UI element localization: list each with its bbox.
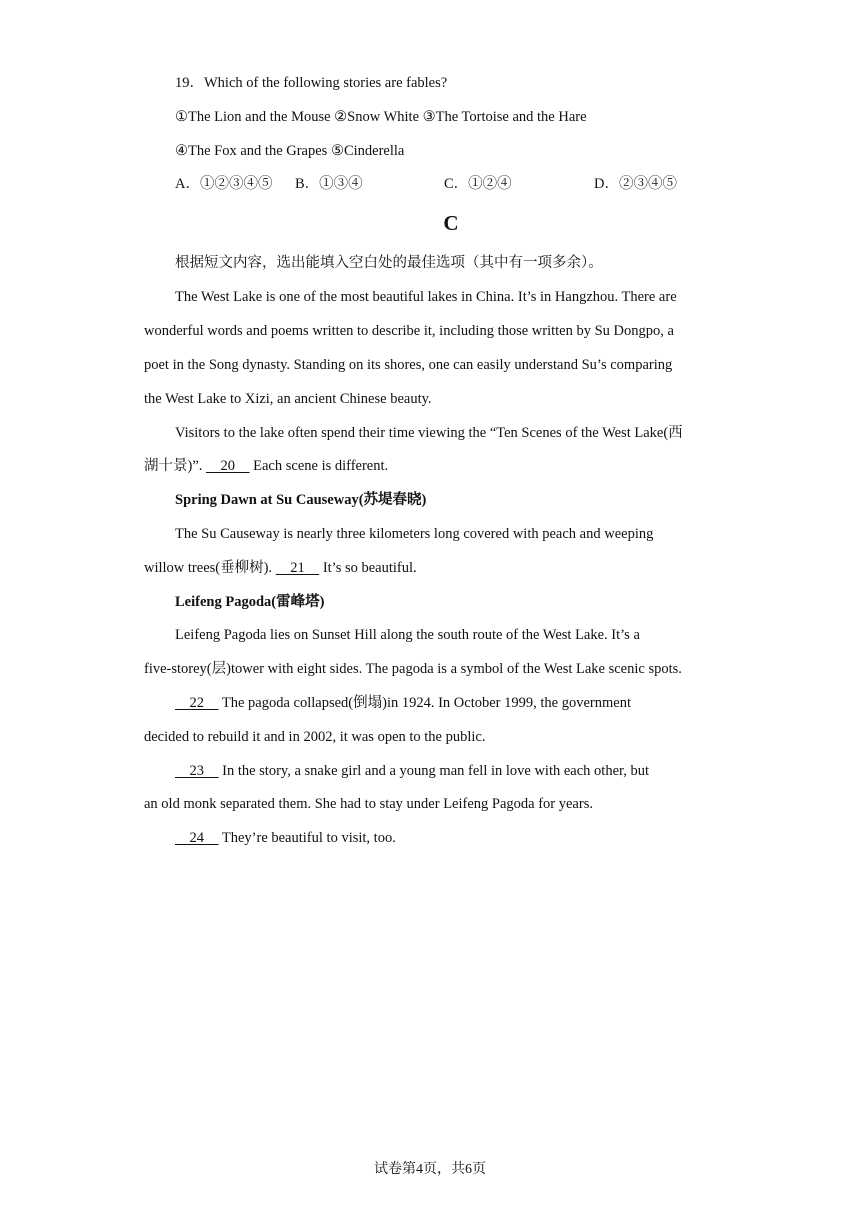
option-a[interactable]: A．①②③④⑤ (175, 176, 273, 192)
question-19-stories-line-1: ①The Lion and the Mouse ②Snow White ③The Tortoise and the Hare (175, 109, 587, 125)
paragraph-3-line-1: The Su Causeway is nearly three kilometers long covered with peach and weeping (175, 526, 654, 542)
blank-24[interactable]: 24 (175, 830, 219, 846)
heading-leifeng-pagoda: Leifeng Pagoda(雷峰塔) (175, 594, 325, 610)
paragraph-1-line-2: wonderful words and poems written to describe it, including those written by Su Dongpo, a (144, 323, 674, 339)
section-c-instruction: 根据短文内容，选出能填入空白处的最佳选项（其中有一项多余）。 (175, 255, 603, 271)
paragraph-2-text-after-blank: Each scene is different. (249, 458, 389, 474)
blank-22[interactable]: 22 (175, 695, 219, 711)
paragraph-1-line-3: poet in the Song dynasty. Standing on its shores, one can easily understand Su’s comparing (144, 357, 673, 373)
paragraph-1-line-4: the West Lake to Xizi, an ancient Chinese beauty. (144, 391, 432, 407)
option-b[interactable]: B．①③④ (295, 176, 363, 192)
paragraph-4-line-1: Leifeng Pagoda lies on Sunset Hill along the south route of the West Lake. It’s a (175, 627, 640, 643)
question-19-stories-line-2: ④The Fox and the Grapes ⑤Cinderella (175, 143, 405, 159)
paragraph-3-text-after-blank: It’s so beautiful. (319, 560, 417, 576)
paragraph-2-line-1: Visitors to the lake often spend their time viewing the “Ten Scenes of the West Lake(西 (175, 425, 683, 441)
question-19-stem: 19．Which of the following stories are fables? (175, 75, 448, 91)
paragraph-2-line-2 (144, 456, 388, 476)
paragraph-5-text-after-blank: The pagoda collapsed(倒塌)in 1924. In October 1999, the government (218, 695, 631, 711)
paragraph-3-line-2 (144, 558, 417, 578)
blank-20[interactable]: 20 (206, 458, 250, 474)
paragraph-5-line-2: decided to rebuild it and in 2002, it was open to the public. (144, 729, 486, 745)
heading-spring-dawn: Spring Dawn at Su Causeway(苏堤春晓) (175, 492, 427, 508)
paragraph-6-text-after-blank: In the story, a snake girl and a young man fell in love with each other, but (218, 763, 650, 779)
page-footer: 试卷第4页，共6页 (374, 1162, 486, 1177)
paragraph-4-line-2: five-storey(层)tower with eight sides. The pagoda is a symbol of the West Lake scenic spots. (144, 661, 682, 677)
blank-23[interactable]: 23 (175, 763, 219, 779)
option-c[interactable]: C．①②④ (444, 176, 512, 192)
paragraph-6-line-2: an old monk separated them. She had to stay under Leifeng Pagoda for years. (144, 796, 593, 812)
paragraph-3-text-before-blank: willow trees(垂柳树). (144, 560, 276, 576)
paragraph-6-line-1 (175, 761, 649, 781)
paragraph-5-line-1 (175, 693, 631, 713)
paragraph-1-line-1: The West Lake is one of the most beautiful lakes in China. It’s in Hangzhou. There are (175, 289, 677, 305)
blank-21[interactable]: 21 (275, 560, 320, 576)
option-d[interactable]: D．②③④⑤ (594, 176, 677, 192)
paragraph-2-text-before-blank: 湖十景)”. (144, 458, 207, 474)
paragraph-7-text-after-blank: They’re beautiful to visit, too. (218, 830, 396, 846)
paragraph-7-line-1 (175, 828, 396, 848)
section-c-heading: C (443, 211, 459, 235)
